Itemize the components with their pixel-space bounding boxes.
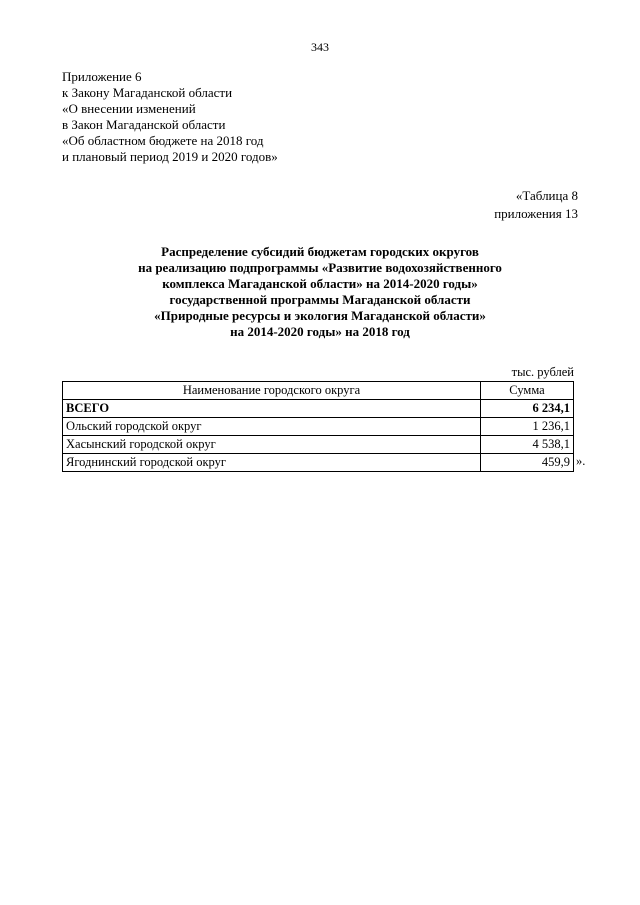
district-sum: 4 538,1 xyxy=(481,436,574,454)
table-reference-line: «Таблица 8 xyxy=(515,188,578,203)
title-line: «Природные ресурсы и экология Магаданской области» xyxy=(154,308,486,323)
appendix-header xyxy=(62,69,278,165)
table-row xyxy=(63,454,574,472)
appendix-line: «Об областном бюджете на 2018 год xyxy=(62,133,264,148)
district-name: Хасынский городской округ xyxy=(63,436,481,454)
appendix-line: и плановый период 2019 и 2020 годов» xyxy=(62,149,278,164)
table-reference xyxy=(494,187,578,223)
total-sum: 6 234,1 xyxy=(481,400,574,418)
appendix-line: «О внесении изменений xyxy=(62,101,196,116)
district-sum: 459,9 xyxy=(481,454,574,472)
total-label: ВСЕГО xyxy=(63,400,481,418)
district-sum: 1 236,1 xyxy=(481,418,574,436)
closing-quote: ». xyxy=(576,454,586,468)
table-row xyxy=(63,418,574,436)
title-line: на реализацию подпрограммы «Развитие водохозяйственного xyxy=(138,260,502,275)
table-row-total xyxy=(63,400,574,418)
appendix-line: Приложение 6 xyxy=(62,69,142,84)
table-row xyxy=(63,436,574,454)
appendix-line: в Закон Магаданской области xyxy=(62,117,226,132)
district-name: Ольский городской округ xyxy=(63,418,481,436)
table-reference-line: приложения 13 xyxy=(494,206,578,221)
title-line: на 2014-2020 годы» на 2018 год xyxy=(230,324,410,339)
page-number: 343 xyxy=(311,40,329,54)
district-name: Ягоднинский городской округ xyxy=(63,454,481,472)
title-line: Распределение субсидий бюджетам городских округов xyxy=(161,244,479,259)
units-label: тыс. рублей xyxy=(511,365,574,379)
title-line: комплекса Магаданской области» на 2014-2020 годы» xyxy=(162,276,478,291)
document-title xyxy=(0,244,640,340)
subsidy-table xyxy=(62,381,574,472)
table-header-row xyxy=(63,382,574,400)
appendix-line: к Закону Магаданской области xyxy=(62,85,233,100)
column-header-name: Наименование городского округа xyxy=(63,382,481,400)
title-line: государственной программы Магаданской области xyxy=(169,292,471,307)
column-header-sum: Сумма xyxy=(481,382,574,400)
